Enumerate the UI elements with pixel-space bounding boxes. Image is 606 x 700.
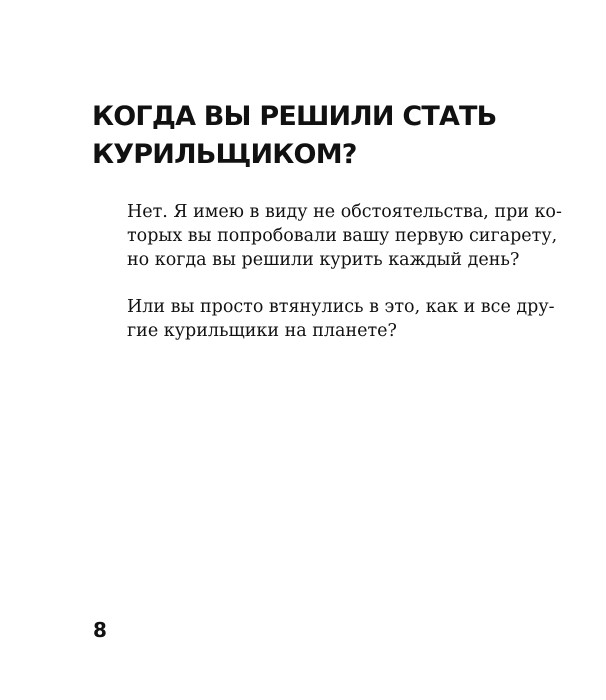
paragraph-line: Нет. Я имею в виду не обстоятельства, при ко-: [127, 202, 562, 222]
paragraph-line: гие курильщики на планете?: [127, 321, 397, 341]
heading-line-1: КОГДА ВЫ РЕШИЛИ СТАТЬ: [92, 101, 497, 132]
chapter-heading: [92, 98, 552, 174]
paragraph-line: но когда вы решили курить каждый день?: [127, 250, 520, 270]
page-number: 8: [93, 618, 107, 642]
body-text: [127, 200, 562, 366]
paragraph-1: [127, 200, 562, 272]
paragraph-line: Или вы просто втянулись в это, как и все дру-: [127, 297, 555, 317]
paragraph-2: [127, 295, 555, 343]
heading-line-2: КУРИЛЬЩИКОМ?: [92, 139, 357, 170]
paragraph-line: торых вы попробовали вашу первую сигарету,: [127, 226, 558, 246]
